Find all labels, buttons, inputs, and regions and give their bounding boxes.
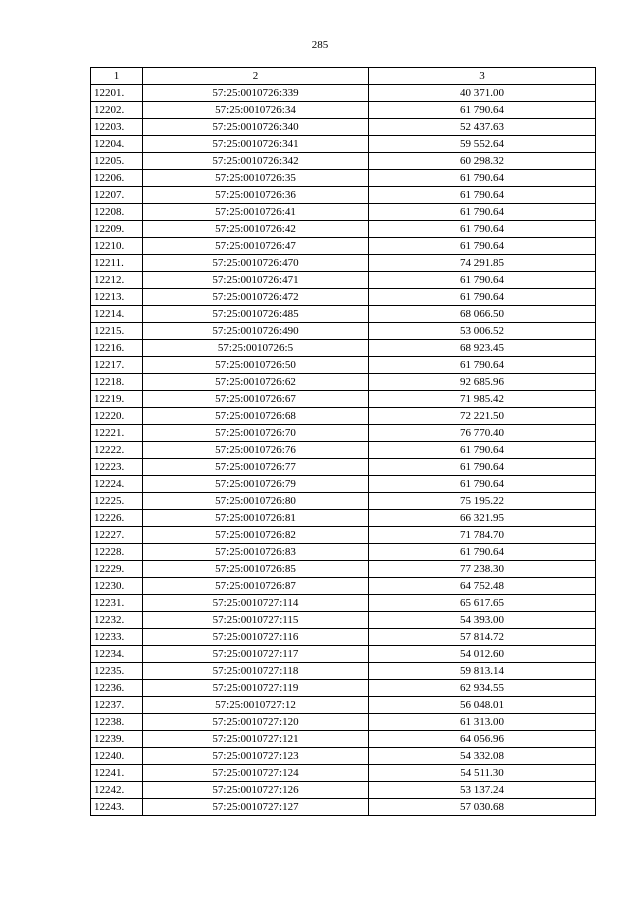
row-number-cell: 12233. xyxy=(91,629,143,646)
row-number-cell: 12209. xyxy=(91,221,143,238)
row-number-cell: 12203. xyxy=(91,119,143,136)
cadastral-value-cell: 64 056.96 xyxy=(369,731,596,748)
cadastral-number-cell: 57:25:0010726:470 xyxy=(143,255,369,272)
cadastral-number-cell: 57:25:0010727:124 xyxy=(143,765,369,782)
table-row xyxy=(91,306,596,323)
row-number-cell: 12221. xyxy=(91,425,143,442)
cadastral-number-cell: 57:25:0010726:35 xyxy=(143,170,369,187)
cadastral-value-cell: 61 313.00 xyxy=(369,714,596,731)
table-row xyxy=(91,544,596,561)
table-row xyxy=(91,255,596,272)
table-header-row xyxy=(91,68,596,85)
cadastral-value-cell: 61 790.64 xyxy=(369,102,596,119)
row-number-cell: 12238. xyxy=(91,714,143,731)
row-number-cell: 12207. xyxy=(91,187,143,204)
table-row xyxy=(91,510,596,527)
cadastral-value-cell: 61 790.64 xyxy=(369,221,596,238)
row-number-cell: 12228. xyxy=(91,544,143,561)
row-number-cell: 12234. xyxy=(91,646,143,663)
row-number-cell: 12242. xyxy=(91,782,143,799)
row-number-cell: 12216. xyxy=(91,340,143,357)
table-row xyxy=(91,714,596,731)
table-row xyxy=(91,204,596,221)
cadastral-value-cell: 61 790.64 xyxy=(369,289,596,306)
cadastral-number-cell: 57:25:0010727:114 xyxy=(143,595,369,612)
cadastral-number-cell: 57:25:0010726:34 xyxy=(143,102,369,119)
cadastral-value-cell: 68 923.45 xyxy=(369,340,596,357)
table-row xyxy=(91,663,596,680)
cadastral-number-cell: 57:25:0010726:36 xyxy=(143,187,369,204)
table-row xyxy=(91,527,596,544)
cadastral-value-cell: 61 790.64 xyxy=(369,272,596,289)
cadastral-value-cell: 61 790.64 xyxy=(369,170,596,187)
cadastral-number-cell: 57:25:0010726:67 xyxy=(143,391,369,408)
cadastral-number-cell: 57:25:0010726:76 xyxy=(143,442,369,459)
cadastral-number-cell: 57:25:0010726:472 xyxy=(143,289,369,306)
cadastral-number-cell: 57:25:0010727:127 xyxy=(143,799,369,816)
cadastral-number-cell: 57:25:0010727:121 xyxy=(143,731,369,748)
table-row xyxy=(91,442,596,459)
cadastral-value-cell: 59 813.14 xyxy=(369,663,596,680)
cadastral-value-cell: 75 195.22 xyxy=(369,493,596,510)
cadastral-number-cell: 57:25:0010726:490 xyxy=(143,323,369,340)
cadastral-value-cell: 68 066.50 xyxy=(369,306,596,323)
cadastral-value-cell: 61 790.64 xyxy=(369,238,596,255)
table-row xyxy=(91,340,596,357)
cadastral-value-cell: 61 790.64 xyxy=(369,476,596,493)
row-number-cell: 12208. xyxy=(91,204,143,221)
cadastral-number-cell: 57:25:0010726:80 xyxy=(143,493,369,510)
cadastral-value-cell: 40 371.00 xyxy=(369,85,596,102)
cadastral-number-cell: 57:25:0010726:77 xyxy=(143,459,369,476)
row-number-cell: 12210. xyxy=(91,238,143,255)
row-number-cell: 12225. xyxy=(91,493,143,510)
table-row xyxy=(91,680,596,697)
cadastral-value-cell: 53 137.24 xyxy=(369,782,596,799)
cadastral-value-cell: 71 985.42 xyxy=(369,391,596,408)
column-header-1: 1 xyxy=(91,68,143,85)
table-row xyxy=(91,289,596,306)
table-row xyxy=(91,187,596,204)
cadastral-value-cell: 54 393.00 xyxy=(369,612,596,629)
row-number-cell: 12215. xyxy=(91,323,143,340)
cadastral-value-cell: 61 790.64 xyxy=(369,187,596,204)
table-row xyxy=(91,272,596,289)
cadastral-number-cell: 57:25:0010726:82 xyxy=(143,527,369,544)
row-number-cell: 12237. xyxy=(91,697,143,714)
cadastral-value-cell: 54 332.08 xyxy=(369,748,596,765)
table-row xyxy=(91,765,596,782)
table-row xyxy=(91,238,596,255)
cadastral-number-cell: 57:25:0010726:339 xyxy=(143,85,369,102)
cadastral-value-cell: 92 685.96 xyxy=(369,374,596,391)
cadastral-value-cell: 61 790.64 xyxy=(369,357,596,374)
cadastral-number-cell: 57:25:0010726:83 xyxy=(143,544,369,561)
cadastral-number-cell: 57:25:0010727:12 xyxy=(143,697,369,714)
table-body xyxy=(91,85,596,816)
cadastral-number-cell: 57:25:0010726:42 xyxy=(143,221,369,238)
table-row xyxy=(91,578,596,595)
cadastral-value-cell: 56 048.01 xyxy=(369,697,596,714)
column-header-2: 2 xyxy=(143,68,369,85)
table-row xyxy=(91,357,596,374)
cadastral-number-cell: 57:25:0010726:79 xyxy=(143,476,369,493)
table-row xyxy=(91,323,596,340)
cadastral-value-cell: 54 012.60 xyxy=(369,646,596,663)
row-number-cell: 12204. xyxy=(91,136,143,153)
table-row xyxy=(91,799,596,816)
cadastral-number-cell: 57:25:0010727:119 xyxy=(143,680,369,697)
cadastral-value-cell: 74 291.85 xyxy=(369,255,596,272)
row-number-cell: 12230. xyxy=(91,578,143,595)
cadastral-number-cell: 57:25:0010726:471 xyxy=(143,272,369,289)
row-number-cell: 12222. xyxy=(91,442,143,459)
cadastral-number-cell: 57:25:0010726:41 xyxy=(143,204,369,221)
row-number-cell: 12227. xyxy=(91,527,143,544)
table-row xyxy=(91,782,596,799)
cadastral-number-cell: 57:25:0010726:47 xyxy=(143,238,369,255)
row-number-cell: 12239. xyxy=(91,731,143,748)
row-number-cell: 12201. xyxy=(91,85,143,102)
cadastral-value-cell: 59 552.64 xyxy=(369,136,596,153)
row-number-cell: 12229. xyxy=(91,561,143,578)
table-row xyxy=(91,459,596,476)
cadastral-value-cell: 72 221.50 xyxy=(369,408,596,425)
table-row xyxy=(91,697,596,714)
cadastral-number-cell: 57:25:0010727:115 xyxy=(143,612,369,629)
cadastral-value-cell: 71 784.70 xyxy=(369,527,596,544)
cadastral-number-cell: 57:25:0010726:62 xyxy=(143,374,369,391)
cadastral-number-cell: 57:25:0010727:126 xyxy=(143,782,369,799)
table-row xyxy=(91,170,596,187)
row-number-cell: 12212. xyxy=(91,272,143,289)
cadastral-value-cell: 61 790.64 xyxy=(369,204,596,221)
cadastral-number-cell: 57:25:0010727:118 xyxy=(143,663,369,680)
table-row xyxy=(91,612,596,629)
cadastral-number-cell: 57:25:0010726:340 xyxy=(143,119,369,136)
page-number: 285 xyxy=(311,39,329,51)
cadastral-number-cell: 57:25:0010727:117 xyxy=(143,646,369,663)
cadastral-value-cell: 57 814.72 xyxy=(369,629,596,646)
cadastral-value-cell: 60 298.32 xyxy=(369,153,596,170)
cadastral-value-cell: 76 770.40 xyxy=(369,425,596,442)
table-row xyxy=(91,595,596,612)
cadastral-number-cell: 57:25:0010726:342 xyxy=(143,153,369,170)
row-number-cell: 12214. xyxy=(91,306,143,323)
table-row xyxy=(91,102,596,119)
cadastral-value-cell: 77 238.30 xyxy=(369,561,596,578)
cadastral-number-cell: 57:25:0010726:50 xyxy=(143,357,369,374)
cadastral-number-cell: 57:25:0010726:70 xyxy=(143,425,369,442)
row-number-cell: 12243. xyxy=(91,799,143,816)
row-number-cell: 12217. xyxy=(91,357,143,374)
row-number-cell: 12220. xyxy=(91,408,143,425)
row-number-cell: 12241. xyxy=(91,765,143,782)
row-number-cell: 12226. xyxy=(91,510,143,527)
table-row xyxy=(91,85,596,102)
row-number-cell: 12205. xyxy=(91,153,143,170)
row-number-cell: 12240. xyxy=(91,748,143,765)
table-row xyxy=(91,374,596,391)
cadastral-value-cell: 52 437.63 xyxy=(369,119,596,136)
table-row xyxy=(91,408,596,425)
cadastral-value-cell: 57 030.68 xyxy=(369,799,596,816)
row-number-cell: 12235. xyxy=(91,663,143,680)
row-number-cell: 12223. xyxy=(91,459,143,476)
cadastral-value-cell: 66 321.95 xyxy=(369,510,596,527)
table-row xyxy=(91,561,596,578)
cadastral-number-cell: 57:25:0010726:81 xyxy=(143,510,369,527)
cadastral-value-cell: 65 617.65 xyxy=(369,595,596,612)
row-number-cell: 12202. xyxy=(91,102,143,119)
cadastral-value-cell: 61 790.64 xyxy=(369,544,596,561)
cadastral-number-cell: 57:25:0010726:5 xyxy=(143,340,369,357)
row-number-cell: 12236. xyxy=(91,680,143,697)
table-row xyxy=(91,731,596,748)
row-number-cell: 12206. xyxy=(91,170,143,187)
table-row xyxy=(91,153,596,170)
cadastral-value-cell: 54 511.30 xyxy=(369,765,596,782)
cadastral-value-cell: 61 790.64 xyxy=(369,459,596,476)
cadastral-number-cell: 57:25:0010726:485 xyxy=(143,306,369,323)
row-number-cell: 12218. xyxy=(91,374,143,391)
cadastral-number-cell: 57:25:0010726:87 xyxy=(143,578,369,595)
cadastral-value-table xyxy=(90,67,596,816)
table-row xyxy=(91,136,596,153)
table-row xyxy=(91,646,596,663)
table-row xyxy=(91,748,596,765)
table-row xyxy=(91,493,596,510)
table-row xyxy=(91,391,596,408)
column-header-3: 3 xyxy=(369,68,596,85)
table-row xyxy=(91,119,596,136)
cadastral-number-cell: 57:25:0010726:85 xyxy=(143,561,369,578)
row-number-cell: 12224. xyxy=(91,476,143,493)
cadastral-number-cell: 57:25:0010726:68 xyxy=(143,408,369,425)
cadastral-number-cell: 57:25:0010727:120 xyxy=(143,714,369,731)
row-number-cell: 12213. xyxy=(91,289,143,306)
table-row xyxy=(91,221,596,238)
table-row xyxy=(91,476,596,493)
row-number-cell: 12232. xyxy=(91,612,143,629)
table-row xyxy=(91,425,596,442)
cadastral-value-cell: 62 934.55 xyxy=(369,680,596,697)
row-number-cell: 12219. xyxy=(91,391,143,408)
cadastral-number-cell: 57:25:0010727:123 xyxy=(143,748,369,765)
table-row xyxy=(91,629,596,646)
row-number-cell: 12211. xyxy=(91,255,143,272)
cadastral-value-cell: 61 790.64 xyxy=(369,442,596,459)
cadastral-value-cell: 53 006.52 xyxy=(369,323,596,340)
data-table-container xyxy=(90,67,595,816)
row-number-cell: 12231. xyxy=(91,595,143,612)
cadastral-number-cell: 57:25:0010726:341 xyxy=(143,136,369,153)
cadastral-value-cell: 64 752.48 xyxy=(369,578,596,595)
cadastral-number-cell: 57:25:0010727:116 xyxy=(143,629,369,646)
